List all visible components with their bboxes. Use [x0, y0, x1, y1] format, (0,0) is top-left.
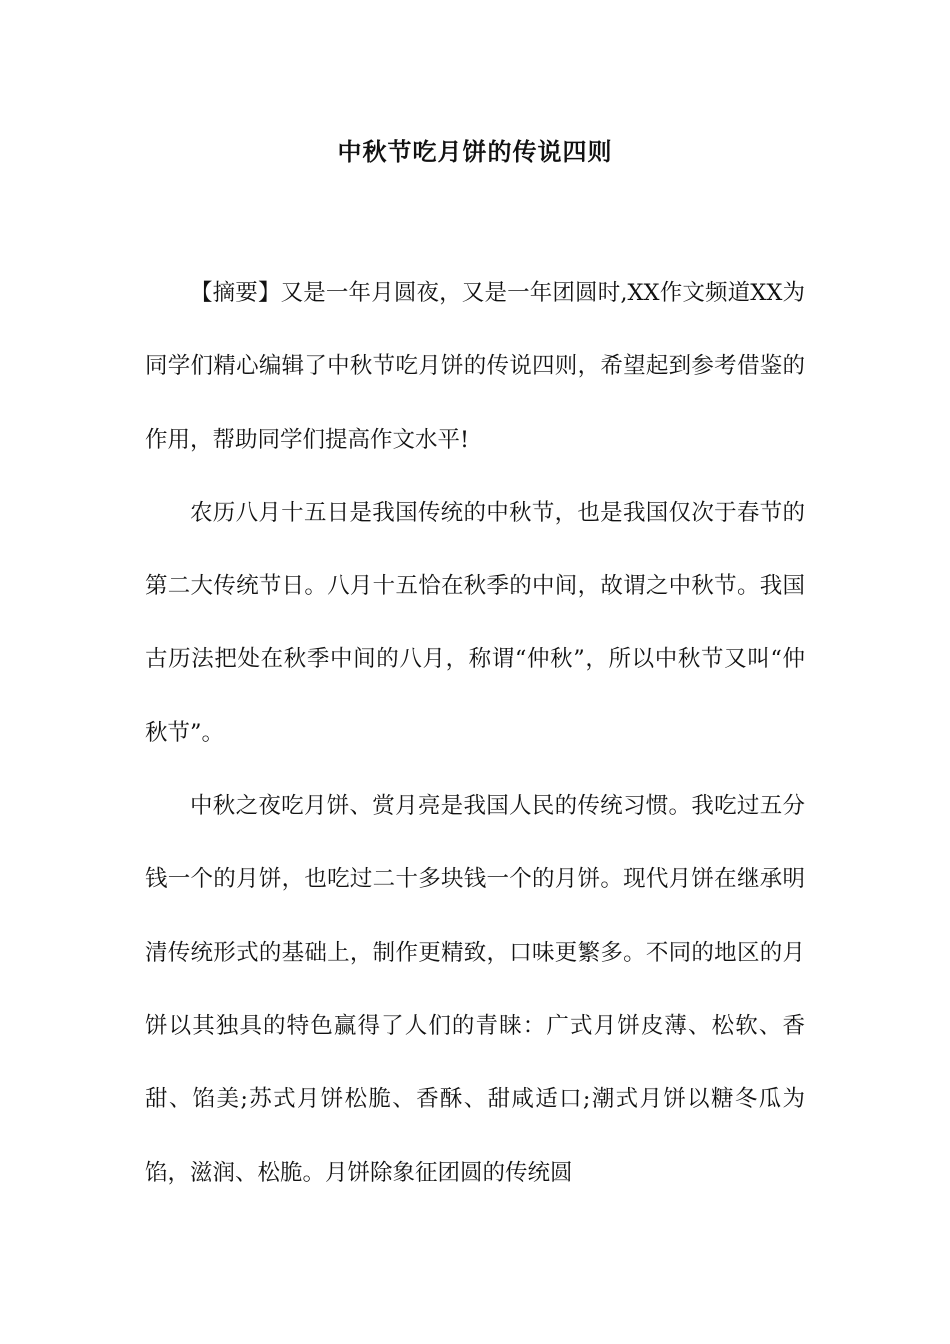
- document-title: 中秋节吃月饼的传说四则: [337, 137, 613, 166]
- paragraph-mid-autumn-origin: 农历八月十五日是我国传统的中秋节，也是我国仅次于春节的第二大传统节日。八月十五恰在秋季的中间，故谓之中秋节。我国古历法把处在秋季中间的八月，称谓“仲秋”，所以中秋节又叫“仲秋节”。: [145, 499, 805, 746]
- paragraph-mooncake-custom: 中秋之夜吃月饼、赏月亮是我国人民的传统习惯。我吃过五分钱一个的月饼，也吃过二十多块钱一个的月饼。现代月饼在继承明清传统形式的基础上，制作更精致，口味更繁多。不同的地区的月饼以其独具的特色赢得了人们的青睐：广式月饼皮薄、松软、香甜、馅美;苏式月饼松脆、香酥、甜咸适口;潮式月饼以糖冬瓜为馅，滋润、松脆。月饼除象征团圆的传统圆: [145, 793, 805, 1186]
- document-body: [145, 257, 805, 1210]
- paragraph-abstract: 【摘要】又是一年月圆夜，又是一年团圆时,XX作文频道XX为同学们精心编辑了中秋节吃月饼的传说四则，希望起到参考借鉴的作用，帮助同学们提高作文水平!: [145, 280, 805, 453]
